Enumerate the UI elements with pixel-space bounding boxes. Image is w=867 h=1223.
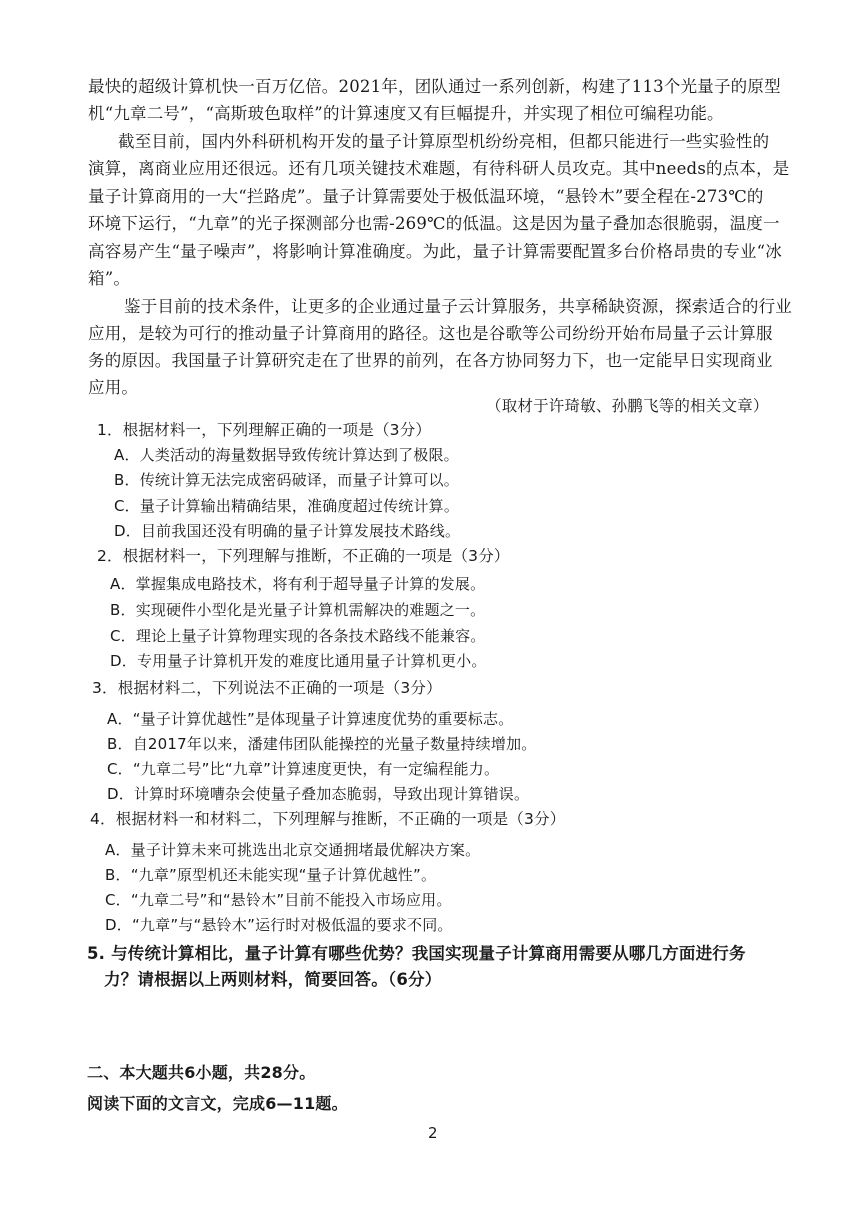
option-d: D．专用量子计算机开发的难度比通用量子计算机更小。: [110, 652, 487, 670]
passage-line: 演算，离商业应用还很远。还有几项关键技术难题，有待科研人员攻克。其中needs的点本，是: [88, 159, 790, 178]
passage-line: 务的原因。我国量子计算研究走在了世界的前列，在各方协同努力下，也一定能早日实现商业: [88, 351, 773, 370]
passage-line: 鉴于目前的技术条件，让更多的企业通过量子云计算服务，共享稀缺资源，探索适合的行业: [124, 297, 792, 316]
option-b: B．自2017年以来，潘建伟团队能操控的光量子数量持续增加。: [107, 735, 537, 753]
option-c: C．量子计算输出精确结果，准确度超过传统计算。: [114, 497, 460, 515]
question-stem: 2．根据材料一，下列理解与推断，不正确的一项是（3分）: [97, 547, 510, 565]
section-instruction: 阅读下面的文言文，完成6—11题。: [87, 1094, 348, 1113]
passage-line: 环境下运行，“九章”的光子探测部分也需-269℃的低温。这是因为量子叠加态很脆弱，温度一: [88, 214, 780, 233]
option-c: C．“九章二号”和“悬铃木”目前不能投入市场应用。: [105, 891, 452, 909]
question-stem-continued: 力？请根据以上两则材料，简要回答。（6分）: [104, 970, 442, 989]
option-d: D．目前我国还没有明确的量子计算发展技术路线。: [114, 522, 461, 540]
option-a: A．掌握集成电路技术，将有利于超导量子计算的发展。: [110, 575, 486, 593]
page-number: 2: [428, 1124, 438, 1142]
passage-line: 最快的超级计算机快一百万亿倍。2021年，团队通过一系列创新，构建了113个光量子的原型: [88, 77, 781, 96]
question-stem: 3．根据材料二，下列说法不正确的一项是（3分）: [92, 679, 442, 697]
option-d: D．“九章”与“悬铃木”运行时对极低温的要求不同。: [105, 916, 453, 934]
passage-line: 应用。: [88, 378, 139, 397]
option-c: C．理论上量子计算物理实现的各条技术路线不能兼容。: [110, 627, 486, 645]
option-b: B．“九章”原型机还未能实现“量子计算优越性”。: [105, 866, 437, 884]
passage-line: 量子计算商用的一大“拦路虎”。量子计算需要处于极低温环境，“悬铃木”要全程在-273℃的: [88, 187, 764, 206]
passage-line: 机“九章二号”，“高斯玻色取样”的计算速度又有巨幅提升，并实现了相位可编程功能。: [88, 104, 724, 123]
question-stem: 4．根据材料一和材料二，下列理解与推断，不正确的一项是（3分）: [90, 810, 566, 828]
passage-line: 箱”。: [88, 269, 131, 288]
option-a: A．“量子计算优越性”是体现量子计算速度优势的重要标志。: [107, 710, 514, 728]
option-a: A．量子计算未来可挑选出北京交通拥堵最优解决方案。: [105, 841, 481, 859]
question-stem: 1．根据材料一，下列理解正确的一项是（3分）: [97, 421, 432, 439]
option-d: D．计算时环境嘈杂会使量子叠加态脆弱，导致出现计算错误。: [107, 785, 530, 803]
section-heading: 二、本大题共6小题，共28分。: [87, 1063, 316, 1082]
passage-line: 高容易产生“量子噪声”，将影响计算准确度。为此，量子计算需要配置多台价格昂贵的专业“冰: [88, 242, 782, 261]
option-b: B．实现硬件小型化是光量子计算机需解决的难题之一。: [110, 601, 486, 619]
question-stem: 5. 与传统计算相比，量子计算有哪些优势？我国实现量子计算商用需要从哪几方面进行务: [87, 944, 746, 963]
option-a: A．人类活动的海量数据导致传统计算达到了极限。: [114, 446, 459, 464]
option-b: B．传统计算无法完成密码破译，而量子计算可以。: [114, 471, 459, 489]
passage-line: 截至目前，国内外科研机构开发的量子计算原型机纷纷亮相，但都只能进行一些实验性的: [118, 132, 770, 151]
option-c: C．“九章二号”比“九章”计算速度更快，有一定编程能力。: [107, 760, 500, 778]
passage-source: （取材于许琦敏、孙鹏飞等的相关文章）: [486, 397, 769, 415]
passage-line: 应用，是较为可行的推动量子计算商用的路径。这也是谷歌等公司纷纷开始布局量子云计算服: [88, 324, 773, 343]
